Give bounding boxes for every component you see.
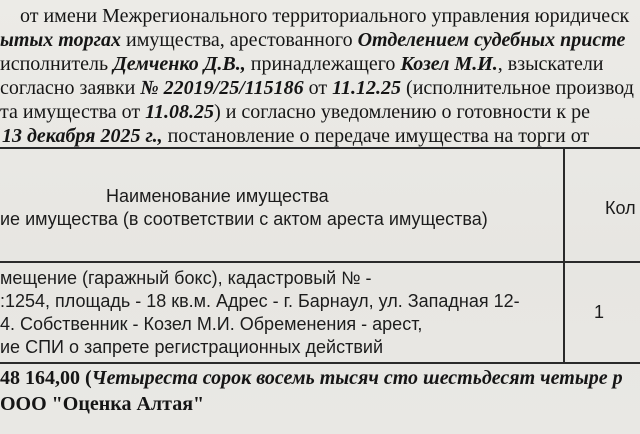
appraiser-line (0, 392, 204, 416)
property-quantity: 1 (594, 302, 605, 322)
paragraph-text: та имущества от (0, 101, 146, 123)
paragraph-text: имущества, арестованного (121, 29, 358, 51)
auction-type-text: ытых торгах (0, 29, 121, 51)
owner-name-text: Козел М.И. (400, 53, 498, 75)
bailiff-department-text: Отделением судебных присте (357, 29, 626, 51)
property-description-line-4: ие СПИ о запрете регистрационных действий (0, 337, 384, 357)
table-header-quantity: Кол (605, 198, 636, 218)
paragraph-line-2 (0, 28, 625, 52)
table-header-property-desc: ие имущества (в соответствии с актом ареста имущества) (0, 209, 488, 229)
property-description-line-2: :1254, площадь - 18 кв.м. Адрес - г. Барнаул, ул. Западная 12- (0, 291, 520, 311)
paragraph-line-6 (2, 124, 589, 148)
paragraph-line-3 (0, 52, 604, 76)
notice-date-text: 13 декабря 2025 г., (2, 125, 163, 147)
table-row-divider (0, 261, 640, 263)
paragraph-line-4 (0, 76, 634, 100)
price-bracket: ( (80, 367, 92, 389)
arrest-date-text: 11.08.25 (145, 101, 215, 123)
paragraph-text: согласно заявки (0, 77, 141, 99)
paragraph-line-1 (20, 4, 629, 28)
application-number-text: № 22019/25/115186 (140, 77, 304, 99)
paragraph-text: (исполнительное производ (401, 77, 634, 99)
price-line (0, 366, 623, 390)
appraiser-name: ООО "Оценка Алтая" (0, 393, 205, 415)
property-table (0, 147, 640, 364)
table-column-divider (563, 149, 565, 362)
paragraph-text: , взыскатели (497, 53, 604, 75)
bailiff-name-text: Демченко Д.В., (113, 53, 246, 75)
paragraph-text: постановление о передаче имущества на торги от (162, 125, 590, 147)
property-description-line-3: 4. Собственник - Козел М.И. Обременения - арест, (0, 314, 423, 334)
paragraph-text: от (303, 77, 333, 99)
price-in-words: Четыреста сорок восемь тысяч сто шестьдесят четыре р (91, 367, 623, 389)
price-amount: 48 164,00 (0, 367, 80, 389)
paragraph-text: ) и согласно уведомлению о готовности к ре (214, 101, 590, 123)
application-date-text: 11.12.25 (332, 77, 402, 99)
property-description-line-1: мещение (гаражный бокс), кадастровый № - (0, 268, 372, 288)
paragraph-text: принадлежащего (245, 53, 401, 75)
paragraph-text: исполнитель (0, 53, 114, 75)
paragraph-text: от имени Межрегионального территориального управления юридическ (20, 5, 630, 27)
table-header-property-name: Наименование имущества (106, 186, 329, 206)
paragraph-line-5 (0, 100, 590, 124)
